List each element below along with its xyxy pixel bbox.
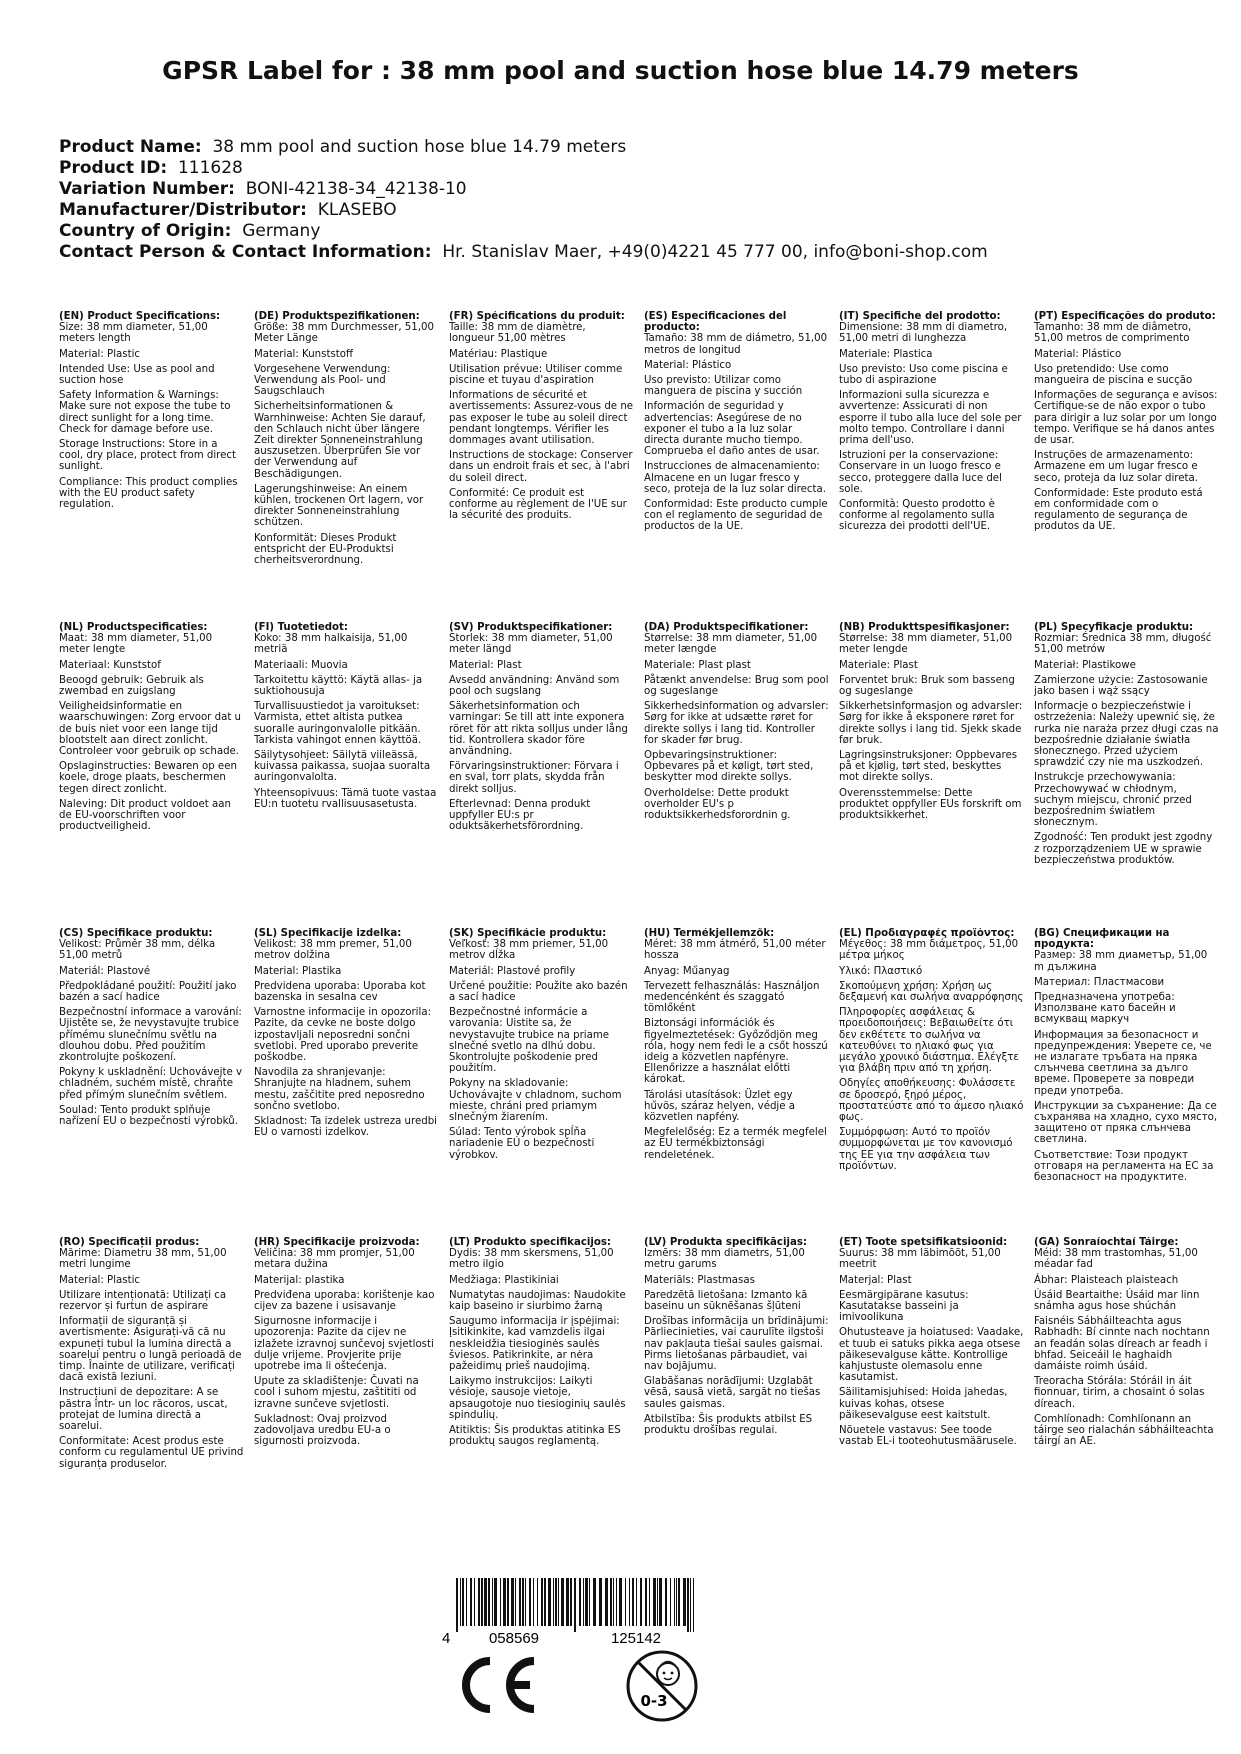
spec-paragraph: Upute za skladištenje: Čuvati na cool i suhom mjestu, zaštititi od izravne sunčeve svjetlosti. <box>254 1376 419 1410</box>
spec-paragraph: Vorgesehene Verwendung: Verwendung als Pool- und Saugschlauch <box>254 363 391 398</box>
manufacturer-row <box>59 200 988 221</box>
barcode-bar <box>657 1578 658 1626</box>
spec-paragraph: Bezpečnostní informace a varování: Ujistěte se, že nevystavujte trubice přímému slunečnímu světlu na dlouhou dobu. Před použitím zkontrolujte poškození. <box>59 1007 242 1064</box>
spec-paragraph: Méret: 38 mm átmérő, 51,00 méter hossza <box>644 939 826 962</box>
barcode-bar <box>548 1578 551 1626</box>
spec-paragraph: Forventet bruk: Bruk som basseng og sugeslange <box>839 674 1015 698</box>
spec-section-title: (HR) Specifikacije proizvoda: <box>254 1237 420 1248</box>
barcode-bar <box>492 1578 493 1626</box>
spec-paragraph: Zamierzone użycie: Zastosowanie jako basen i wąż ssący <box>1034 674 1208 698</box>
info-label: Product Name: <box>59 137 202 157</box>
page-title: GPSR Label for : 38 mm pool and suction hose blue 14.79 meters <box>162 56 1079 85</box>
product-name-row <box>59 137 988 158</box>
spec-paragraph: Material: Plastic <box>59 1274 141 1286</box>
spec-paragraph: Информация за безопасност и предупреждения: Уверете се, че не излагате тръбата на пряка слънчева светлина за дълго време. Проверете за повреди преди употреба. <box>1034 1029 1212 1097</box>
spec-paragraph: Sigurnosne informacije i upozorenja: Pazite da cijev ne izlažete izravnoj sunčevoj svjetlosti dulje vrijeme. Provjerite prije upotrebe ima li oštećenja. <box>254 1316 434 1373</box>
barcode-bar <box>519 1578 521 1626</box>
spec-section <box>1034 1237 1229 1474</box>
spec-paragraph: Conformidade: Este produto está em conformidade com o regulamento de segurança de produtos da UE. <box>1034 487 1203 533</box>
spec-paragraph: Tervezett felhasználás: Használjon medencénként és szaggató tömlőként <box>644 980 820 1015</box>
spec-section-title: (SK) Špecifikácie produktu: <box>449 928 607 939</box>
spec-paragraph: Bezpečnostné informácie a varovania: Uistite sa, že nevystavujte trubice na priame slnečné svetlo na dlhú dobu. Skontrolujte poškodenie pred použitím. <box>449 1007 610 1075</box>
spec-section <box>1034 622 1229 870</box>
barcode-bar <box>462 1578 464 1626</box>
spec-section <box>254 622 449 870</box>
spec-paragraph: Sikkerhedsinformation og advarsler: Sørg for ikke at udsætte røret for direkte sollys i lang tid. Kontroller for skader før brug. <box>644 701 829 746</box>
spec-row <box>59 1237 1229 1474</box>
spec-section-title: (CS) Specifikace produktu: <box>59 928 213 939</box>
spec-paragraph: Glabāšanas norādījumi: Uzglabāt vēsā, sausā vietā, sargāt no tiešas saules gaismas. <box>644 1376 821 1410</box>
spec-paragraph: Veiligheidsinformatie en waarschuwingen: Zorg ervoor dat u de buis niet voor een lange tijd blootstelt aan direct zonlicht. Controleer voor gebruik op schade. <box>59 701 242 758</box>
spec-paragraph: Materiale: Plastica <box>839 348 933 360</box>
spec-section <box>839 928 1034 1187</box>
ce-mark <box>452 1655 538 1715</box>
spec-paragraph: Материал: Пластмасови <box>1034 976 1165 988</box>
spec-paragraph: Conformitate: Acest produs este conform cu regulamentul UE privind siguranța produselor. <box>59 1436 244 1470</box>
barcode-digits-lead: 4 <box>442 1630 451 1646</box>
spec-paragraph: Materiaali: Muovia <box>254 659 348 671</box>
spec-paragraph: Инструкции за съхранение: Да се съхранява на хладно, сухо място, защитено от пряка слънчева светлина. <box>1034 1100 1218 1146</box>
spec-paragraph: Uso pretendido: Use como mangueira de piscina e sucção <box>1034 363 1193 387</box>
spec-paragraph: Veličina: 38 mm promjer, 51,00 metara dužina <box>254 1248 415 1271</box>
spec-paragraph: Beoogd gebruik: Gebruik als zwembad en zuigslang <box>59 674 204 698</box>
spec-paragraph: Predvidena uporaba: Uporaba kot bazenska in sesalna cev <box>254 980 426 1004</box>
spec-paragraph: Veľkosť: 38 mm priemer, 51,00 metrov dĺžka <box>449 939 609 962</box>
info-label: Manufacturer/Distributor: <box>59 200 307 220</box>
barcode-bar <box>515 1578 516 1626</box>
barcode-bar <box>566 1578 569 1626</box>
spec-paragraph: Treoracha Stórála: Stóráil in áit fionnuar, tirim, a chosaint ó solas díreach. <box>1034 1376 1205 1410</box>
barcode-bar <box>632 1578 634 1626</box>
spec-paragraph: Pokyny k uskladnění: Uchovávejte v chladném, suchém místě, chraňte před přímým slunečním světlem. <box>59 1067 243 1101</box>
spec-paragraph: Materiál: Plastové profily <box>449 965 576 977</box>
spec-paragraph: Compliance: This product complies with the EU product safety regulation. <box>59 476 238 511</box>
spec-paragraph: Opbevaringsinstruktioner: Opbevares på et køligt, tørt sted, beskytter mod direkte sollys. <box>644 750 814 784</box>
spec-section <box>839 1237 1034 1474</box>
spec-paragraph: Nõuetele vastavus: See toode vastab EL-i tooteohutusmäärusele. <box>839 1425 1017 1448</box>
spec-paragraph: Informações de segurança e avisos: Certifique-se de não expor o tubo para dirigir a luz solar por um longo tempo. Verifique se há danos antes de usar. <box>1034 390 1218 447</box>
barcode-bar <box>456 1578 458 1632</box>
spec-paragraph: Materiál: Plastové <box>59 965 151 977</box>
info-value: BONI-42138-34_42138-10 <box>245 179 467 199</box>
spec-paragraph: Úsáid Beartaithe: Úsáid mar linn snámha agus hose shúchán <box>1034 1289 1200 1313</box>
barcode-bar <box>619 1578 622 1626</box>
spec-paragraph: Paredzētā lietošana: Izmanto kā baseinu un sūknēšanas šļūteni <box>644 1289 808 1313</box>
spec-section <box>59 1237 254 1474</box>
spec-paragraph: Materiaal: Kunststof <box>59 659 161 671</box>
spec-section-title: (EN) Product Specifications: <box>59 311 221 322</box>
baby-face <box>657 1663 679 1685</box>
spec-paragraph: Súlad: Tento výrobok spĺňa nariadenie EÚ o bezpečnosti výrobkov. <box>449 1127 595 1161</box>
spec-paragraph: Tarkoitettu käyttö: Käytä allas- ja suktiohousuja <box>254 674 423 698</box>
spec-paragraph: Conformità: Questo prodotto è conforme al regolamento sulla sicurezza dei prodotti dell'UE. <box>839 499 995 533</box>
spec-row <box>59 622 1229 870</box>
spec-paragraph: Saugumo informacija ir įspėjimai: Įsitikinkite, kad vamzdelis ilgai neskleidžia tiesioginės saulės šviesos. Patikrinkite, ar nėra pažeidimų prieš naudojimą. <box>449 1316 620 1373</box>
spec-paragraph: Overensstemmelse: Dette produktet oppfyller EUs forskrift om produktsikkerhet. <box>839 787 1022 822</box>
spec-section <box>1034 928 1229 1187</box>
country-of-origin-row <box>59 221 988 242</box>
spec-paragraph: Maat: 38 mm diameter, 51,00 meter lengte <box>59 633 213 656</box>
no-children-under-3-icon <box>624 1648 700 1724</box>
spec-paragraph: Zgodność: Ten produkt jest zgodny z rozporządzeniem UE w sprawie bezpieczeństwa produktów. <box>1034 832 1213 866</box>
spec-paragraph: Materiale: Plast plast <box>644 659 751 671</box>
spec-section-title: (HU) Termékjellemzők: <box>644 928 775 939</box>
spec-paragraph: Materijal: plastika <box>254 1274 345 1286</box>
spec-paragraph: Tárolási utasítások: Üzlet egy hűvös, száraz helyen, védje a közvetlen napfény. <box>644 1089 796 1124</box>
spec-paragraph: Drošības informācija un brīdinājumi: Pārliecinieties, vai caurulīte ilgstoši nav pakļauta tiešai saules gaismai. Pirms lietošanas pārbaudiet, vai nav bojājumu. <box>644 1316 829 1373</box>
barcode-bar <box>687 1578 689 1632</box>
spec-section-title: (PL) Specyfikacje produktu: <box>1034 622 1194 633</box>
spec-paragraph: Påtænkt anvendelse: Brug som pool og sugeslange <box>644 674 829 698</box>
barcode-bar <box>593 1578 596 1626</box>
spec-paragraph: Taille: 38 mm de diamètre, longueur 51,00 mètres <box>449 322 586 345</box>
spec-paragraph: Instrucțiuni de depozitare: A se păstra într- un loc răcoros, uscat, protejat de lumina directă a soarelui. <box>59 1387 228 1433</box>
barcode-bar <box>555 1578 557 1626</box>
spec-section <box>59 928 254 1187</box>
spec-paragraph: Soulad: Tento produkt splňuje nařízení EU o bezpečnosti výrobků. <box>59 1104 238 1128</box>
barcode-bar <box>474 1578 475 1626</box>
spec-paragraph: Tamaño: 38 mm de diámetro, 51,00 metros de longitud <box>644 333 828 356</box>
spec-paragraph: Uso previsto: Uso come piscina e tubo di aspirazione <box>839 363 1008 387</box>
spec-paragraph: Dydis: 38 mm skersmens, 51,00 metro ilgio <box>449 1248 614 1271</box>
barcode-bar <box>561 1578 564 1626</box>
spec-paragraph: Koko: 38 mm halkaisija, 51,00 metriä <box>254 633 408 656</box>
spec-paragraph: Turvallisuustiedot ja varoitukset: Varmista, ettet altista putkea suoralle auringonvalolle pitkään. Tarkista vahingot ennen käyttöä. <box>254 701 422 746</box>
spec-paragraph: Storlek: 38 mm diameter, 51,00 meter längd <box>449 633 613 656</box>
spec-paragraph: Størrelse: 38 mm diameter, 51,00 meter længde <box>644 633 818 656</box>
spec-paragraph: Lagerungshinweise: An einem kühlen, trockenen Ort lagern, vor direkter Sonneneinstrahlung schützen. <box>254 483 424 529</box>
spec-section <box>1034 311 1229 570</box>
spec-paragraph: Säkerhetsinformation och varningar: Se till att inte exponera röret för att rikta solljus under lång tid. Kontrollera skador före användning. <box>449 701 628 758</box>
spec-section <box>449 928 644 1187</box>
barcode-bar <box>616 1578 617 1626</box>
barcode-bar <box>636 1578 637 1626</box>
barcode-bar <box>481 1578 483 1626</box>
spec-paragraph: Naleving: Dit product voldoet aan de EU-voorschriften voor productveiligheid. <box>59 798 231 833</box>
spec-paragraph: Instructions de stockage: Conserver dans un endroit frais et sec, à l'abri du soleil direct. <box>449 450 633 484</box>
spec-paragraph: Material: Plástico <box>644 359 732 371</box>
spec-paragraph: Uso previsto: Utilizar como manguera de piscina y succión <box>644 375 803 398</box>
spec-paragraph: Υλικό: Πλαστικό <box>839 965 923 977</box>
spec-paragraph: Materjal: Plast <box>839 1274 912 1286</box>
spec-paragraph: Konformität: Dieses Produkt entspricht der EU-Produktsi cherheitsverordnung. <box>254 532 397 567</box>
spec-paragraph: Materiāls: Plastmasas <box>644 1274 755 1286</box>
barcode-digits-left: 058569 <box>488 1630 540 1646</box>
barcode-bar <box>665 1578 667 1626</box>
barcode-bar <box>605 1578 608 1626</box>
barcode-bar <box>525 1578 526 1626</box>
barcode-bar <box>625 1578 626 1626</box>
barcode-bar <box>470 1578 472 1626</box>
spec-paragraph: Informații de siguranță și avertismente: Asigurați-vă că nu expuneți tubul la lumina directă a soarelui pentru o lungă perioadă de timp. Înainte de utilizare, verificați dacă există leziuni. <box>59 1316 242 1384</box>
spec-paragraph: Οδηγίες αποθήκευσης: Φυλάσσετε σε δροσερό, ξηρό μέρος, προστατεύστε από το άμεσο ηλιακό φως. <box>839 1078 1024 1124</box>
spec-paragraph: Izmērs: 38 mm diametrs, 51,00 metru garums <box>644 1248 805 1271</box>
info-value: Hr. Stanislav Maer, +49(0)4221 45 777 00, info@boni-shop.com <box>442 242 988 262</box>
spec-section <box>254 928 449 1187</box>
spec-section-title: (ET) Toote spetsifikatsioonid: <box>839 1237 1008 1248</box>
spec-paragraph: Instruções de armazenamento: Armazene em um lugar fresco e seco, proteja da luz solar direta. <box>1034 450 1198 484</box>
spec-paragraph: Material: Plástico <box>1034 348 1122 360</box>
info-value: 111628 <box>177 158 243 178</box>
info-label: Contact Person & Contact Information: <box>59 242 432 262</box>
barcode-bar <box>659 1578 662 1626</box>
spec-section <box>449 1237 644 1474</box>
barcode-bar <box>670 1578 671 1626</box>
spec-section-title: (LT) Produkto specifikacijos: <box>449 1237 611 1248</box>
spec-section <box>254 1237 449 1474</box>
barcode-bar <box>522 1578 524 1626</box>
spec-paragraph: Utilisation prévue: Utiliser comme piscine et tuyau d'aspiration <box>449 363 623 387</box>
spec-section-title: (BG) Спецификации на продукта: <box>1034 928 1170 951</box>
barcode-bar <box>544 1578 546 1626</box>
spec-section-title: (FR) Spécifications du produit: <box>449 311 625 322</box>
barcode-bar <box>478 1578 480 1626</box>
spec-paragraph: Conformidad: Este producto cumple con el reglamento de seguridad de productos de la UE. <box>644 499 828 533</box>
spec-paragraph: Sikkerhetsinformasjon og advarsler: Sørg for ikke å eksponere røret for direkte sollys i lang tid. Sjekk skade før bruk. <box>839 701 1023 746</box>
spec-paragraph: Material: Plast <box>449 659 522 671</box>
spec-section-title: (SL) Specifikacije izdelka: <box>254 928 402 939</box>
info-value: KLASEBO <box>317 200 397 220</box>
spec-section <box>59 622 254 870</box>
info-label: Product ID: <box>59 158 168 178</box>
barcode-bar <box>676 1578 677 1626</box>
spec-paragraph: Eesmärgipärane kasutus: Kasutatakse basseini ja imivoolikuna <box>839 1289 969 1324</box>
barcode-bar <box>488 1578 490 1626</box>
spec-paragraph: Sukladnost: Ovaj proizvod zadovoljava uredbu EU-a o sigurnosti proizvoda. <box>254 1413 391 1448</box>
spec-paragraph: Material: Plastika <box>254 965 342 977</box>
spec-paragraph: Biztonsági információk és figyelmeztetések: Győződjön meg róla, hogy nem fedi le a csőt hosszú ideig a közvetlen napfényre. Ellenőrizze a használat előtti károkat. <box>644 1018 828 1086</box>
barcode-bar <box>579 1578 581 1626</box>
spec-paragraph: Medžiaga: Plastikiniai <box>449 1274 559 1286</box>
product-info <box>59 137 988 263</box>
spec-paragraph: Säilitamisjuhised: Hoida jahedas, kuivas kohas, otsese päikesevalguse eest kaitstult. <box>839 1387 1008 1421</box>
spec-paragraph: Dimensione: 38 mm di diametro, 51,00 metri di lunghezza <box>839 322 1008 345</box>
barcode-bar <box>574 1578 576 1632</box>
spec-section-title: (IT) Specifiche del prodotto: <box>839 311 1001 322</box>
spec-section-title: (DA) Produktspecifikationer: <box>644 622 809 633</box>
spec-paragraph: Matériau: Plastique <box>449 348 548 360</box>
spec-paragraph: Størrelse: 38 mm diameter, 51,00 meter lengde <box>839 633 1013 656</box>
barcode-bar <box>583 1578 584 1626</box>
ce-c-letter <box>466 1661 490 1709</box>
spec-paragraph: Instrucciones de almacenamiento: Almacene en un lugar fresco y seco, proteja de la luz solar directa. <box>644 461 826 495</box>
spec-paragraph: Comhlíonadh: Comhlíonann an táirge seo rialachán sábháilteachta táirgí an AE. <box>1034 1413 1214 1448</box>
spec-paragraph: Predviđena uporaba: korištenje kao cijev za bazene i usisavanje <box>254 1289 435 1313</box>
spec-paragraph: Instrukcje przechowywania: Przechowywać w chłodnym, suchym miejscu, chronić przed bezpośrednim światłem słonecznym. <box>1034 772 1192 829</box>
contact-row <box>59 242 988 263</box>
barcode-bar <box>500 1578 501 1626</box>
spec-paragraph: Velikost: Průměr 38 mm, délka 51,00 metrů <box>59 939 216 962</box>
barcode-bar <box>610 1578 612 1626</box>
barcode-bar <box>645 1578 647 1626</box>
spec-paragraph: Atitiktis: Šis produktas atitinka ES produktų saugos reglamentą. <box>449 1425 621 1448</box>
spec-section-title: (LV) Produkta specifikācijas: <box>644 1237 807 1248</box>
spec-paragraph: Intended Use: Use as pool and suction hose <box>59 363 215 387</box>
spec-paragraph: Μέγεθος: 38 mm διάμετρος, 51,00 μέτρα μήκος <box>839 939 1019 962</box>
product-id-row <box>59 158 988 179</box>
spec-section <box>59 311 254 570</box>
spec-section <box>644 311 839 570</box>
barcode-bar <box>640 1578 642 1626</box>
spec-paragraph: Πληροφορίες ασφάλειας & προειδοποιήσεις: Βεβαιωθείτε ότι δεν εκθέτετε το σωλήνα να κατευθύνει το ηλιακό φως για μεγάλο χρονικό διάστημα. Ελέγξτε για βλάβη πριν από τη χρήση. <box>839 1007 1019 1075</box>
barcode-bar <box>484 1578 487 1626</box>
age-range-label: 0-3 <box>640 1692 668 1710</box>
spec-section-title: (PT) Especificações do produto: <box>1034 311 1216 322</box>
spec-paragraph: Varnostne informacije in opozorila: Pazite, da cevke ne boste dolgo izpostavljali neposredni sončni svetlobi. Pred uporabo preverite poškodbe. <box>254 1007 431 1064</box>
spec-paragraph: Conformité: Ce produit est conforme au règlement de l'UE sur la sécurité des produits. <box>449 487 627 522</box>
barcode-bar <box>653 1578 656 1626</box>
spec-paragraph: Storage Instructions: Store in a cool, dry place, protect from direct sunlight. <box>59 439 237 473</box>
spec-paragraph: Información de seguridad y advertencias: Asegúrese de no exponer el tubo a la luz solar directa durante mucho tiempo. Comprueba el daño antes de usar. <box>644 401 820 458</box>
spec-row <box>59 928 1229 1187</box>
spec-paragraph: Size: 38 mm diameter, 51,00 meters length <box>59 322 208 345</box>
spec-section <box>839 622 1034 870</box>
spec-paragraph: Faisnéis Sábháilteachta agus Rabhadh: Bí cinnte nach nochtann an feadán solas díreach ar feadh i bhfad. Seiceáil le haghaidh damáiste roimh úsáid. <box>1034 1316 1210 1373</box>
barcode-bar <box>690 1578 691 1632</box>
spec-section <box>254 311 449 570</box>
spec-paragraph: Materiał: Plastikowe <box>1034 659 1136 671</box>
barcode-bar <box>649 1578 650 1626</box>
spec-section-title: (SV) Produktspecifikationer: <box>449 622 613 633</box>
barcode-bar <box>570 1578 572 1626</box>
barcode-digits-right: 125142 <box>610 1630 662 1646</box>
spec-section-title: (EL) Προδιαγραφές προϊόντος: <box>839 928 1015 939</box>
spec-paragraph: Velikost: 38 mm premer, 51,00 metrov dolžina <box>254 939 412 962</box>
spec-paragraph: Съответствие: Този продукт отговаря на регламента на ЕС за безопасност на продуктите. <box>1034 1149 1214 1184</box>
barcode-bar <box>613 1578 614 1626</box>
spec-row <box>59 311 1229 570</box>
spec-paragraph: Navodila za shranjevanje: Shranjujte na hladnem, suhem mestu, zaščitite pred neposredno sončno svetlobo. <box>254 1067 425 1112</box>
spec-paragraph: Sicherheitsinformationen & Warnhinweise: Achten Sie darauf, den Schlauch nicht über längere Zeit direkter Sonneneinstrahlung auszusetzen. Überprüfen Sie vor der Verwendung auf Beschädigungen. <box>254 401 426 480</box>
ce-e-letter <box>510 1661 534 1709</box>
variation-number-row <box>59 179 988 200</box>
spec-paragraph: Overholdelse: Dette produkt overholder EU's p roduktsikkerhedsforordnin g. <box>644 787 791 822</box>
spec-paragraph: Numatytas naudojimas: Naudokite kaip baseino ir siurbimo žarną <box>449 1289 626 1313</box>
spec-paragraph: Ohutusteave ja hoiatused: Vaadake, et tuub ei satuks pikka aega otsese päikesevalguse kätte. Kontrollige kahjustuste olemasolu enne kasutamist. <box>839 1327 1024 1384</box>
spec-paragraph: Размер: 38 mm диаметър, 51,00 m дължина <box>1034 950 1208 973</box>
barcode-bar <box>494 1578 497 1626</box>
spec-paragraph: Safety Information & Warnings: Make sure not expose the tube to direct sunlight for a long time. Check for damage before use. <box>59 390 231 435</box>
spec-paragraph: Mărime: Diametru 38 mm, 51,00 metri lungime <box>59 1248 227 1271</box>
barcode-bar <box>466 1578 467 1626</box>
spec-section-title: (NB) Produkttspesifikasjoner: <box>839 622 1010 633</box>
spec-section <box>449 311 644 570</box>
spec-paragraph: Určené použitie: Použite ako bazén a sací hadice <box>449 980 628 1004</box>
spec-paragraph: Méid: 38 mm trastomhas, 51,00 méadar fad <box>1034 1248 1198 1271</box>
spec-section <box>644 1237 839 1474</box>
barcode-bar <box>503 1578 506 1626</box>
barcode-bars <box>456 1578 694 1632</box>
barcode-bar <box>541 1578 543 1626</box>
spec-paragraph: Informations de sécurité et avertissements: Assurez-vous de ne pas exposer le tube au soleil direct pendant longtemps. Vérifier les dommages avant utilisation. <box>449 390 634 447</box>
barcode <box>436 1576 706 1646</box>
spec-section <box>449 622 644 870</box>
spec-section <box>839 311 1034 570</box>
spec-paragraph: Förvaringsinstruktioner: Förvara i en sval, torr plats, skydda från direkt solljus. <box>449 761 619 795</box>
barcode-bar <box>678 1578 680 1626</box>
barcode-bar <box>693 1578 694 1632</box>
barcode-bar <box>533 1578 534 1626</box>
spec-paragraph: Rozmiar: Średnica 38 mm, długość 51,00 metrów <box>1034 633 1212 656</box>
spec-paragraph: Laikymo instrukcijos: Laikyti vėsioje, sausoje vietoje, apsaugotoje nuo tiesioginių saulės spindulių. <box>449 1376 626 1421</box>
spec-section-title: (GA) Sonraíochtaí Táirge: <box>1034 1237 1179 1248</box>
spec-section-title: (NL) Productspecificaties: <box>59 622 208 633</box>
info-value: 38 mm pool and suction hose blue 14.79 meters <box>212 137 627 157</box>
barcode-bar <box>553 1578 554 1626</box>
info-label: Variation Number: <box>59 179 235 199</box>
info-value: Germany <box>242 221 321 241</box>
barcode-bar <box>537 1578 538 1626</box>
barcode-bar <box>507 1578 509 1626</box>
spec-paragraph: Efterlevnad: Denna produkt uppfyller EU:s pr oduktsäkerhetsförordning. <box>449 798 591 833</box>
spec-paragraph: Σκοπούμενη χρήση: Χρήση ως δεξαμενή και σωλήνα αναρρόφησης <box>839 980 1024 1004</box>
barcode-bar <box>585 1578 588 1626</box>
info-label: Country of Origin: <box>59 221 232 241</box>
spec-paragraph: Lagringsinstruksjoner: Oppbevares på et kjølig, tørt sted, beskyttes mot direkte sollys. <box>839 750 1018 784</box>
spec-section-title: (FI) Tuotetiedot: <box>254 622 348 633</box>
spec-paragraph: Předpokládané použití: Použití jako bazén a sací hadice <box>59 980 237 1004</box>
spec-paragraph: Utilizare intenționată: Utilizați ca rezervor și furtun de aspirare <box>59 1289 227 1313</box>
spec-paragraph: Material: Kunststoff <box>254 348 353 360</box>
spec-section-title: (DE) Produktspezifikationen: <box>254 311 420 322</box>
spec-paragraph: Informazioni sulla sicurezza e avvertenze: Assicurati di non esporre il tubo alla luce del sole per molto tempo. Controllare i danni prima dell'uso. <box>839 390 1022 447</box>
spec-paragraph: Opslaginstructies: Bewaren op een koele, droge plaats, beschermen tegen direct zonlicht. <box>59 761 237 795</box>
barcode-bar <box>683 1578 686 1626</box>
spec-paragraph: Предназначена употреба: Използване като басейн и всмукващ маркуч <box>1034 992 1176 1026</box>
spec-section-title: (RO) Specificații produs: <box>59 1237 200 1248</box>
spec-paragraph: Säilytysohjeet: Säilytä viileässä, kuivassa paikassa, suojaa suoralta auringonvalolta. <box>254 750 431 784</box>
spec-paragraph: Istruzioni per la conservazione: Conservare in un luogo fresco e secco, proteggere dalla luce del sole. <box>839 450 1002 495</box>
spec-paragraph: Pokyny na skladovanie: Uchovávajte v chladnom, suchom mieste, chráni pred priamym slnečným žiarením. <box>449 1078 622 1124</box>
barcode-bar <box>599 1578 602 1626</box>
barcode-bar <box>629 1578 630 1626</box>
spec-paragraph: Tamanho: 38 mm de diâmetro, 51,00 metros de comprimento <box>1034 322 1192 345</box>
barcode-bar <box>511 1578 514 1626</box>
spec-paragraph: Atbilstība: Šis produkts atbilst ES produktu drošības regulai. <box>644 1413 813 1437</box>
spec-paragraph: Skladnost: Ta izdelek ustreza uredbi EU o varnosti izdelkov. <box>254 1116 438 1139</box>
spec-paragraph: Informacje o bezpieczeństwie i ostrzeżenia: Należy upewnić się, że rurka nie naraża przez długi czas na bezpośrednie działanie światła słonecznego. Przed użyciem sprawdzić czy nie ma uszkodzeń. <box>1034 701 1219 769</box>
spec-section <box>644 928 839 1187</box>
spec-paragraph: Συμμόρφωση: Αυτό το προϊόν συμμορφώνεται με τον κανονισμό της ΕΕ για την ασφάλεια των προϊόντων. <box>839 1127 1013 1172</box>
barcode-bar <box>589 1578 590 1626</box>
barcode-bar <box>558 1578 559 1626</box>
spec-paragraph: Megfelelőség: Ez a termék megfelel az EU termékbiztonsági rendeletének. <box>644 1127 827 1161</box>
spec-paragraph: Suurus: 38 mm läbimõõt, 51,00 meetrit <box>839 1248 1001 1271</box>
barcode-bar <box>529 1578 531 1626</box>
spec-paragraph: Anyag: Műanyag <box>644 965 730 977</box>
spec-section-title: (ES) Especificaciones del producto: <box>644 311 787 334</box>
spec-paragraph: Material: Plastic <box>59 348 141 360</box>
spec-paragraph: Avsedd användning: Använd som pool och sugslang <box>449 674 620 698</box>
spec-section <box>644 622 839 870</box>
spec-paragraph: Größe: 38 mm Durchmesser, 51,00 Meter Länge <box>254 322 434 345</box>
barcode-bar <box>674 1578 675 1626</box>
spec-paragraph: Yhteensopivuus: Tämä tuote vastaa EU:n tuotetu rvallisuusasetusta. <box>254 787 437 810</box>
barcode-bar <box>460 1578 461 1626</box>
spec-paragraph: Ábhar: Plaisteach plaisteach <box>1034 1274 1179 1286</box>
spec-paragraph: Materiale: Plast <box>839 659 918 671</box>
